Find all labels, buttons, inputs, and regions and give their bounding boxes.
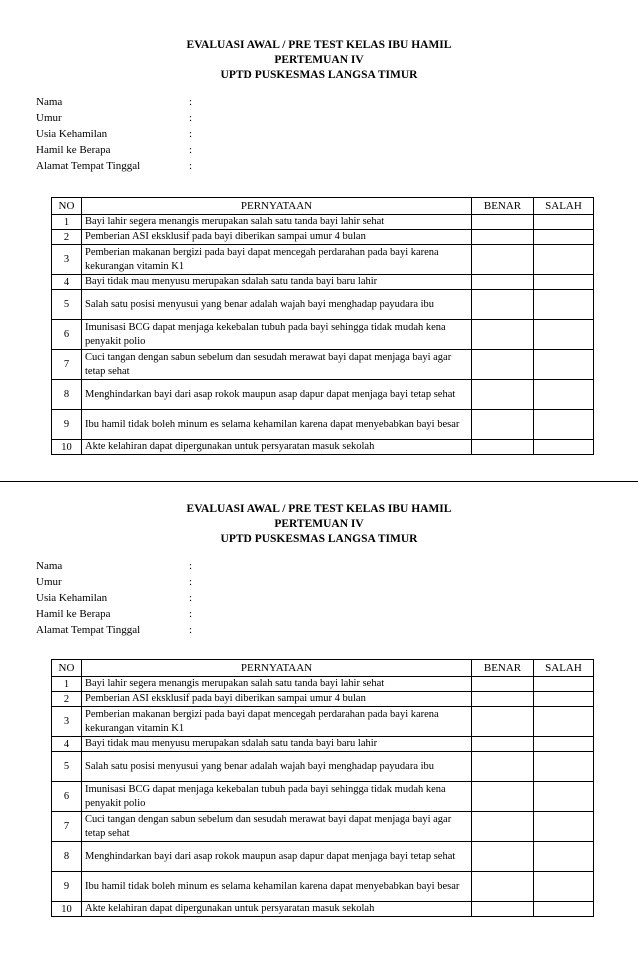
header-no: NO — [52, 198, 82, 215]
answer-false-cell[interactable] — [534, 440, 594, 455]
answer-false-cell[interactable] — [534, 230, 594, 245]
header-statement: PERNYATAAN — [82, 198, 472, 215]
table-row: 3 Pemberian makanan bergizi pada bayi dapat mencegah perdarahan pada bayi karena kekurangan vitamin K1 — [52, 707, 594, 737]
field-address: Alamat Tempat Tinggal : — [36, 624, 193, 636]
table-row: 1 Bayi lahir segera menangis merupakan salah satu tanda bayi lahir sehat — [52, 215, 594, 230]
table-row: 6 Imunisasi BCG dapat menjaga kekebalan tubuh pada bayi sehingga tidak mudah kena penyakit polio — [52, 320, 594, 350]
answer-true-cell[interactable] — [472, 215, 534, 230]
answer-true-cell[interactable] — [472, 782, 534, 812]
header-true: BENAR — [472, 660, 534, 677]
answer-true-cell[interactable] — [472, 842, 534, 872]
table-row: 4 Bayi tidak mau menyusu merupakan sdalah satu tanda bayi baru lahir — [52, 275, 594, 290]
table-row: 6 Imunisasi BCG dapat menjaga kekebalan tubuh pada bayi sehingga tidak mudah kena penyakit polio — [52, 782, 594, 812]
table-row: 5 Salah satu posisi menyusui yang benar adalah wajah bayi menghadap payudara ibu — [52, 752, 594, 782]
title-line-2: PERTEMUAN IV — [274, 518, 364, 530]
answer-false-cell[interactable] — [534, 707, 594, 737]
table-row: 7 Cuci tangan dengan sabun sebelum dan sesudah merawat bayi dapat menjaga bayi agar tetap sehat — [52, 812, 594, 842]
answer-true-cell[interactable] — [472, 275, 534, 290]
field-age: Umur : — [36, 576, 193, 588]
header-no: NO — [52, 660, 82, 677]
field-pregnancy-number: Hamil ke Berapa : — [36, 144, 193, 156]
answer-false-cell[interactable] — [534, 692, 594, 707]
answer-true-cell[interactable] — [472, 812, 534, 842]
answer-false-cell[interactable] — [534, 350, 594, 380]
field-name: Nama : — [36, 560, 193, 572]
answer-true-cell[interactable] — [472, 350, 534, 380]
header-false: SALAH — [534, 660, 594, 677]
answer-false-cell[interactable] — [534, 215, 594, 230]
table-row: 2 Pemberian ASI eksklusif pada bayi diberikan sampai umur 4 bulan — [52, 692, 594, 707]
field-pregnancy-age: Usia Kehamilan : — [36, 128, 193, 140]
title-line-2: PERTEMUAN IV — [274, 54, 364, 66]
title-line-1: EVALUASI AWAL / PRE TEST KELAS IBU HAMIL — [186, 39, 452, 51]
table-row: 8 Menghindarkan bayi dari asap rokok maupun asap dapur dapat menjaga bayi tetap sehat — [52, 842, 594, 872]
answer-true-cell[interactable] — [472, 410, 534, 440]
answer-true-cell[interactable] — [472, 872, 534, 902]
answer-false-cell[interactable] — [534, 290, 594, 320]
header-false: SALAH — [534, 198, 594, 215]
answer-false-cell[interactable] — [534, 275, 594, 290]
identity-fields-1 — [36, 94, 199, 174]
table-header — [52, 660, 594, 677]
field-pregnancy-number: Hamil ke Berapa : — [36, 608, 193, 620]
answer-false-cell[interactable] — [534, 842, 594, 872]
answer-false-cell[interactable] — [534, 872, 594, 902]
answer-false-cell[interactable] — [534, 737, 594, 752]
table-row: 9 Ibu hamil tidak boleh minum es selama kehamilan karena dapat menyebabkan bayi besar — [52, 872, 594, 902]
table-row: 2 Pemberian ASI eksklusif pada bayi diberikan sampai umur 4 bulan — [52, 230, 594, 245]
form-title-2 — [0, 502, 638, 547]
answer-false-cell[interactable] — [534, 410, 594, 440]
table-row: 7 Cuci tangan dengan sabun sebelum dan sesudah merawat bayi dapat menjaga bayi agar tetap sehat — [52, 350, 594, 380]
answer-true-cell[interactable] — [472, 320, 534, 350]
answer-true-cell[interactable] — [472, 380, 534, 410]
answer-false-cell[interactable] — [534, 380, 594, 410]
question-table-1 — [51, 197, 594, 455]
answer-true-cell[interactable] — [472, 677, 534, 692]
title-line-1: EVALUASI AWAL / PRE TEST KELAS IBU HAMIL — [186, 503, 452, 515]
answer-true-cell[interactable] — [472, 737, 534, 752]
header-true: BENAR — [472, 198, 534, 215]
answer-false-cell[interactable] — [534, 677, 594, 692]
title-line-3: UPTD PUSKESMAS LANGSA TIMUR — [220, 533, 418, 545]
header-statement: PERNYATAAN — [82, 660, 472, 677]
question-table-2 — [51, 659, 594, 917]
form-title-1 — [0, 38, 638, 83]
answer-true-cell[interactable] — [472, 707, 534, 737]
table-row: 4 Bayi tidak mau menyusu merupakan sdalah satu tanda bayi baru lahir — [52, 737, 594, 752]
answer-true-cell[interactable] — [472, 902, 534, 917]
table-row: 10 Akte kelahiran dapat dipergunakan untuk persyaratan masuk sekolah — [52, 902, 594, 917]
identity-fields-2 — [36, 558, 199, 638]
table-row: 8 Menghindarkan bayi dari asap rokok maupun asap dapur dapat menjaga bayi tetap sehat — [52, 380, 594, 410]
answer-true-cell[interactable] — [472, 290, 534, 320]
answer-false-cell[interactable] — [534, 320, 594, 350]
table-row: 5 Salah satu posisi menyusui yang benar adalah wajah bayi menghadap payudara ibu — [52, 290, 594, 320]
answer-false-cell[interactable] — [534, 812, 594, 842]
answer-false-cell[interactable] — [534, 782, 594, 812]
table-row: 3 Pemberian makanan bergizi pada bayi dapat mencegah perdarahan pada bayi karena kekurangan vitamin K1 — [52, 245, 594, 275]
table-row: 10 Akte kelahiran dapat dipergunakan untuk persyaratan masuk sekolah — [52, 440, 594, 455]
title-line-3: UPTD PUSKESMAS LANGSA TIMUR — [220, 69, 418, 81]
answer-false-cell[interactable] — [534, 245, 594, 275]
answer-false-cell[interactable] — [534, 902, 594, 917]
answer-true-cell[interactable] — [472, 230, 534, 245]
field-name: Nama : — [36, 96, 193, 108]
answer-true-cell[interactable] — [472, 752, 534, 782]
table-row: 1 Bayi lahir segera menangis merupakan salah satu tanda bayi lahir sehat — [52, 677, 594, 692]
answer-true-cell[interactable] — [472, 245, 534, 275]
field-pregnancy-age: Usia Kehamilan : — [36, 592, 193, 604]
answer-false-cell[interactable] — [534, 752, 594, 782]
field-age: Umur : — [36, 112, 193, 124]
table-row: 9 Ibu hamil tidak boleh minum es selama kehamilan karena dapat menyebabkan bayi besar — [52, 410, 594, 440]
answer-true-cell[interactable] — [472, 440, 534, 455]
answer-true-cell[interactable] — [472, 692, 534, 707]
field-address: Alamat Tempat Tinggal : — [36, 160, 193, 172]
section-divider — [0, 481, 638, 482]
table-header — [52, 198, 594, 215]
